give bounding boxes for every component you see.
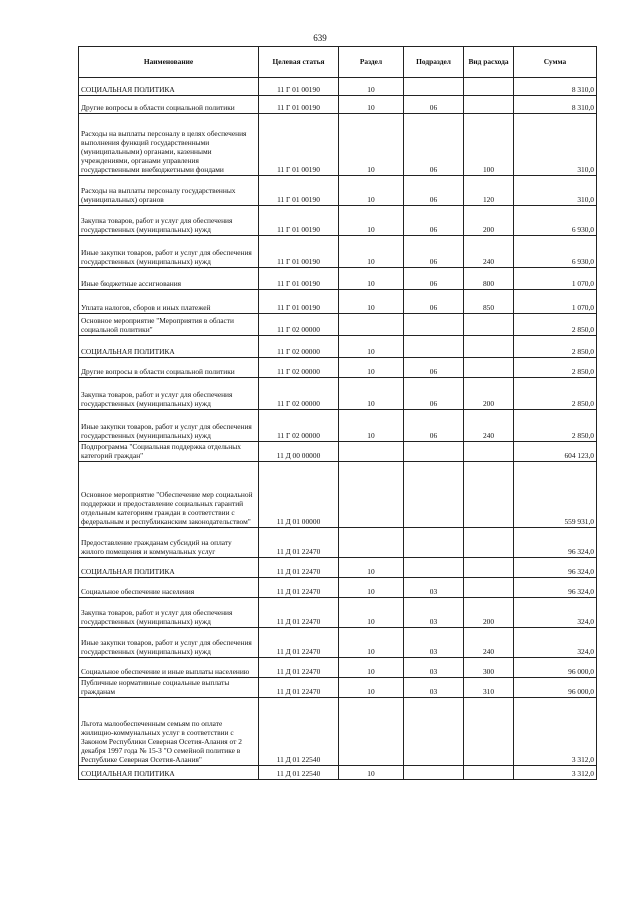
cell-section: 10 [339, 176, 404, 206]
cell-name: Основное мероприятие "Обеспечение мер социальной поддержки и предоставление социальных гарантий отдельным категориям граждан в соответствии с федеральным и республиканским законодательством" [79, 462, 259, 528]
cell-name: Закупка товаров, работ и услуг для обеспечения государственных (муниципальных) нужд [79, 598, 259, 628]
cell-section: 10 [339, 78, 404, 96]
cell-expense-type [464, 442, 514, 462]
table-row [79, 766, 597, 780]
cell-subsection: 06 [404, 358, 464, 378]
header-name: Наименование [79, 47, 259, 78]
cell-expense-type [464, 336, 514, 358]
cell-article: 11 Д 01 22470 [259, 578, 339, 598]
cell-article: 11 Г 01 00190 [259, 268, 339, 290]
cell-name: Основное мероприятие "Мероприятия в области социальной политики" [79, 314, 259, 336]
table-row [79, 442, 597, 462]
cell-section [339, 698, 404, 766]
cell-subsection: 03 [404, 628, 464, 658]
cell-expense-type: 200 [464, 598, 514, 628]
cell-subsection: 06 [404, 114, 464, 176]
table-row [79, 236, 597, 268]
table-row [79, 336, 597, 358]
cell-name: Социальное обеспечение населения [79, 578, 259, 598]
cell-expense-type [464, 766, 514, 780]
cell-amount: 2 850,0 [514, 378, 597, 410]
cell-article: 11 Д 01 22470 [259, 658, 339, 678]
cell-amount: 2 850,0 [514, 410, 597, 442]
cell-section [339, 442, 404, 462]
table-row [79, 206, 597, 236]
cell-amount: 324,0 [514, 628, 597, 658]
cell-amount: 310,0 [514, 114, 597, 176]
cell-expense-type [464, 578, 514, 598]
cell-name: Уплата налогов, сборов и иных платежей [79, 290, 259, 314]
table-header-row [79, 47, 597, 78]
cell-subsection: 06 [404, 236, 464, 268]
cell-name: Расходы на выплаты персоналу государственных (муниципальных) органов [79, 176, 259, 206]
table-row [79, 462, 597, 528]
cell-expense-type [464, 78, 514, 96]
cell-article: 11 Г 02 00000 [259, 378, 339, 410]
cell-article: 11 Г 01 00190 [259, 176, 339, 206]
cell-expense-type: 300 [464, 658, 514, 678]
cell-name: Иные закупки товаров, работ и услуг для обеспечения государственных (муниципальных) нужд [79, 410, 259, 442]
cell-article: 11 Г 02 00000 [259, 358, 339, 378]
cell-name: Социальное обеспечение и иные выплаты населению [79, 658, 259, 678]
cell-article: 11 Д 00 00000 [259, 442, 339, 462]
cell-subsection: 03 [404, 658, 464, 678]
cell-article: 11 Г 01 00190 [259, 114, 339, 176]
cell-section: 10 [339, 96, 404, 114]
cell-amount: 96 324,0 [514, 558, 597, 578]
table-row [79, 698, 597, 766]
cell-subsection [404, 336, 464, 358]
cell-expense-type [464, 96, 514, 114]
cell-name: Подпрограмма "Социальная поддержка отдельных категорий граждан" [79, 442, 259, 462]
cell-subsection: 06 [404, 176, 464, 206]
cell-name: СОЦИАЛЬНАЯ ПОЛИТИКА [79, 558, 259, 578]
cell-name: СОЦИАЛЬНАЯ ПОЛИТИКА [79, 766, 259, 780]
cell-amount: 96 000,0 [514, 658, 597, 678]
table-row [79, 678, 597, 698]
cell-expense-type: 120 [464, 176, 514, 206]
header-expense-type: Вид расхода [464, 47, 514, 78]
cell-subsection [404, 442, 464, 462]
cell-amount: 604 123,0 [514, 442, 597, 462]
cell-amount: 2 850,0 [514, 336, 597, 358]
cell-expense-type: 800 [464, 268, 514, 290]
cell-section: 10 [339, 410, 404, 442]
table-row [79, 114, 597, 176]
table-row [79, 176, 597, 206]
page-number: 639 [313, 33, 327, 43]
table-row [79, 598, 597, 628]
cell-section: 10 [339, 358, 404, 378]
cell-article: 11 Г 02 00000 [259, 336, 339, 358]
cell-article: 11 Д 01 22540 [259, 766, 339, 780]
header-article: Целевая статья [259, 47, 339, 78]
cell-subsection: 06 [404, 206, 464, 236]
cell-amount: 96 324,0 [514, 528, 597, 558]
cell-name: Закупка товаров, работ и услуг для обеспечения государственных (муниципальных) нужд [79, 206, 259, 236]
cell-name: Другие вопросы в области социальной политики [79, 358, 259, 378]
cell-amount: 8 310,0 [514, 78, 597, 96]
cell-article: 11 Д 01 22470 [259, 528, 339, 558]
cell-subsection [404, 462, 464, 528]
cell-name: Другие вопросы в области социальной политики [79, 96, 259, 114]
cell-name: Иные закупки товаров, работ и услуг для обеспечения государственных (муниципальных) нужд [79, 628, 259, 658]
cell-section: 10 [339, 236, 404, 268]
header-amount: Сумма [514, 47, 597, 78]
cell-section [339, 462, 404, 528]
cell-subsection: 06 [404, 268, 464, 290]
cell-name: Расходы на выплаты персоналу в целях обеспечения выполнения функций государственными (муниципальными) органами, казенными учреждениями, органами управления государственными внебюджетными фондами [79, 114, 259, 176]
cell-subsection: 06 [404, 410, 464, 442]
cell-expense-type: 850 [464, 290, 514, 314]
cell-section: 10 [339, 766, 404, 780]
cell-expense-type [464, 314, 514, 336]
cell-name: Льгота малообеспеченным семьям по оплате жилищно-коммунальных услуг в соответствии с Законом Республики Северная Осетия-Алания от 2 декабря 1997 года № 15-З "О семейной политике в Республике Северная Осетия-Алания" [79, 698, 259, 766]
cell-amount: 6 930,0 [514, 236, 597, 268]
cell-expense-type [464, 462, 514, 528]
cell-subsection: 03 [404, 678, 464, 698]
cell-subsection [404, 558, 464, 578]
cell-section: 10 [339, 598, 404, 628]
cell-section: 10 [339, 114, 404, 176]
cell-subsection [404, 766, 464, 780]
table-row [79, 96, 597, 114]
budget-table [78, 46, 597, 780]
table-row [79, 658, 597, 678]
cell-section: 10 [339, 558, 404, 578]
cell-section: 10 [339, 378, 404, 410]
cell-name: Предоставление гражданам субсидий на оплату жилого помещения и коммунальных услуг [79, 528, 259, 558]
cell-expense-type [464, 698, 514, 766]
cell-name: СОЦИАЛЬНАЯ ПОЛИТИКА [79, 336, 259, 358]
cell-amount: 1 070,0 [514, 268, 597, 290]
table-row [79, 528, 597, 558]
table-row [79, 358, 597, 378]
table-row [79, 410, 597, 442]
cell-expense-type [464, 558, 514, 578]
table-row [79, 558, 597, 578]
cell-name: Закупка товаров, работ и услуг для обеспечения государственных (муниципальных) нужд [79, 378, 259, 410]
cell-expense-type: 100 [464, 114, 514, 176]
cell-article: 11 Г 01 00190 [259, 290, 339, 314]
cell-amount: 6 930,0 [514, 206, 597, 236]
cell-subsection [404, 698, 464, 766]
cell-subsection: 03 [404, 598, 464, 628]
cell-expense-type [464, 528, 514, 558]
cell-section: 10 [339, 268, 404, 290]
cell-subsection: 06 [404, 290, 464, 314]
cell-section: 10 [339, 658, 404, 678]
cell-amount: 2 850,0 [514, 314, 597, 336]
cell-amount: 96 324,0 [514, 578, 597, 598]
cell-section: 10 [339, 290, 404, 314]
cell-section: 10 [339, 336, 404, 358]
table-row [79, 378, 597, 410]
cell-amount: 8 310,0 [514, 96, 597, 114]
cell-section: 10 [339, 206, 404, 236]
cell-subsection [404, 528, 464, 558]
cell-article: 11 Г 01 00190 [259, 78, 339, 96]
cell-subsection: 06 [404, 378, 464, 410]
table-body [79, 78, 597, 780]
table-row [79, 578, 597, 598]
cell-expense-type: 310 [464, 678, 514, 698]
header-subsection: Подраздел [404, 47, 464, 78]
cell-expense-type [464, 358, 514, 378]
cell-expense-type: 240 [464, 628, 514, 658]
cell-article: 11 Г 01 00190 [259, 96, 339, 114]
cell-article: 11 Г 02 00000 [259, 314, 339, 336]
cell-subsection [404, 78, 464, 96]
cell-expense-type: 200 [464, 206, 514, 236]
cell-section: 10 [339, 578, 404, 598]
table-row [79, 78, 597, 96]
table-row [79, 314, 597, 336]
cell-name: Иные бюджетные ассигнования [79, 268, 259, 290]
cell-section: 10 [339, 628, 404, 658]
cell-name: Публичные нормативные социальные выплаты гражданам [79, 678, 259, 698]
cell-amount: 559 931,0 [514, 462, 597, 528]
cell-article: 11 Д 01 22540 [259, 698, 339, 766]
cell-expense-type: 240 [464, 410, 514, 442]
cell-article: 11 Д 01 22470 [259, 598, 339, 628]
cell-amount: 2 850,0 [514, 358, 597, 378]
cell-article: 11 Д 01 22470 [259, 628, 339, 658]
cell-amount: 3 312,0 [514, 766, 597, 780]
cell-article: 11 Г 01 00190 [259, 206, 339, 236]
table-row [79, 268, 597, 290]
cell-section [339, 314, 404, 336]
table-row [79, 628, 597, 658]
cell-section [339, 528, 404, 558]
cell-subsection [404, 314, 464, 336]
cell-amount: 96 000,0 [514, 678, 597, 698]
cell-amount: 3 312,0 [514, 698, 597, 766]
table-row [79, 290, 597, 314]
header-section: Раздел [339, 47, 404, 78]
cell-amount: 1 070,0 [514, 290, 597, 314]
cell-amount: 310,0 [514, 176, 597, 206]
cell-name: Иные закупки товаров, работ и услуг для обеспечения государственных (муниципальных) нужд [79, 236, 259, 268]
cell-article: 11 Г 02 00000 [259, 410, 339, 442]
cell-subsection: 03 [404, 578, 464, 598]
cell-article: 11 Д 01 00000 [259, 462, 339, 528]
cell-section: 10 [339, 678, 404, 698]
cell-article: 11 Г 01 00190 [259, 236, 339, 268]
cell-expense-type: 200 [464, 378, 514, 410]
cell-subsection: 06 [404, 96, 464, 114]
cell-article: 11 Д 01 22470 [259, 558, 339, 578]
cell-expense-type: 240 [464, 236, 514, 268]
cell-article: 11 Д 01 22470 [259, 678, 339, 698]
cell-name: СОЦИАЛЬНАЯ ПОЛИТИКА [79, 78, 259, 96]
cell-amount: 324,0 [514, 598, 597, 628]
